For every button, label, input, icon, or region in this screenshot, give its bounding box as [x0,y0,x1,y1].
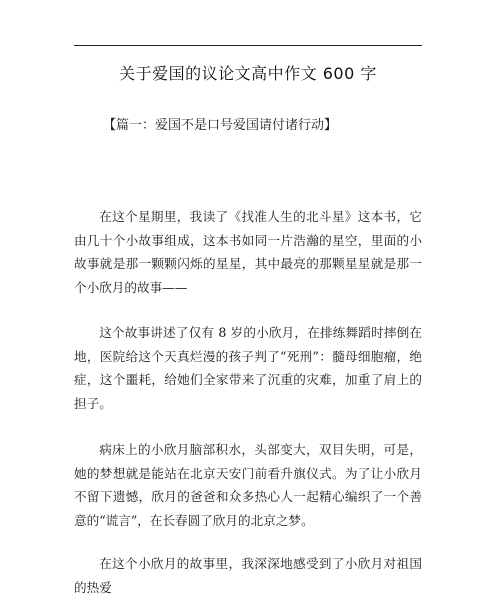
section-heading: 【篇一：爱国不是口号爱国请付诸行动】 [103,118,338,133]
paragraph-1: 在这个星期里，我读了《找准人生的北斗星》这本书，它由几十个小故事组成，这本书如同一片浩瀚的星空，里面的小故事就是那一颗颗闪烁的星星，其中最亮的那颗星星就是那一个小欣月的故事—— [74,209,422,295]
header-rule [74,45,422,46]
paragraph-4: 在这个小欣月的故事里，我深深地感受到了小欣月对祖国的热爱 [74,556,422,595]
paragraph-3: 病床上的小欣月脑部积水，头部变大，双目失明，可是，她的梦想就是能站在北京天安门前看升旗仪式。为了让小欣月不留下遗憾，欣月的爸爸和众多热心人一起精心编织了一个善意的“谎言”，在长春圆了欣月的北京之梦。 [74,442,422,528]
paragraph-2: 这个故事讲述了仅有 8 岁的小欣月，在排练舞蹈时摔倒在地，医院给这个天真烂漫的孩子判了“死刑”：髓母细胞瘤，绝症，这个噩耗，给她们全家带来了沉重的灾难，加重了肩上的担子。 [74,325,422,411]
document-title: 关于爱国的议论文高中作文 600 字 [119,64,377,83]
